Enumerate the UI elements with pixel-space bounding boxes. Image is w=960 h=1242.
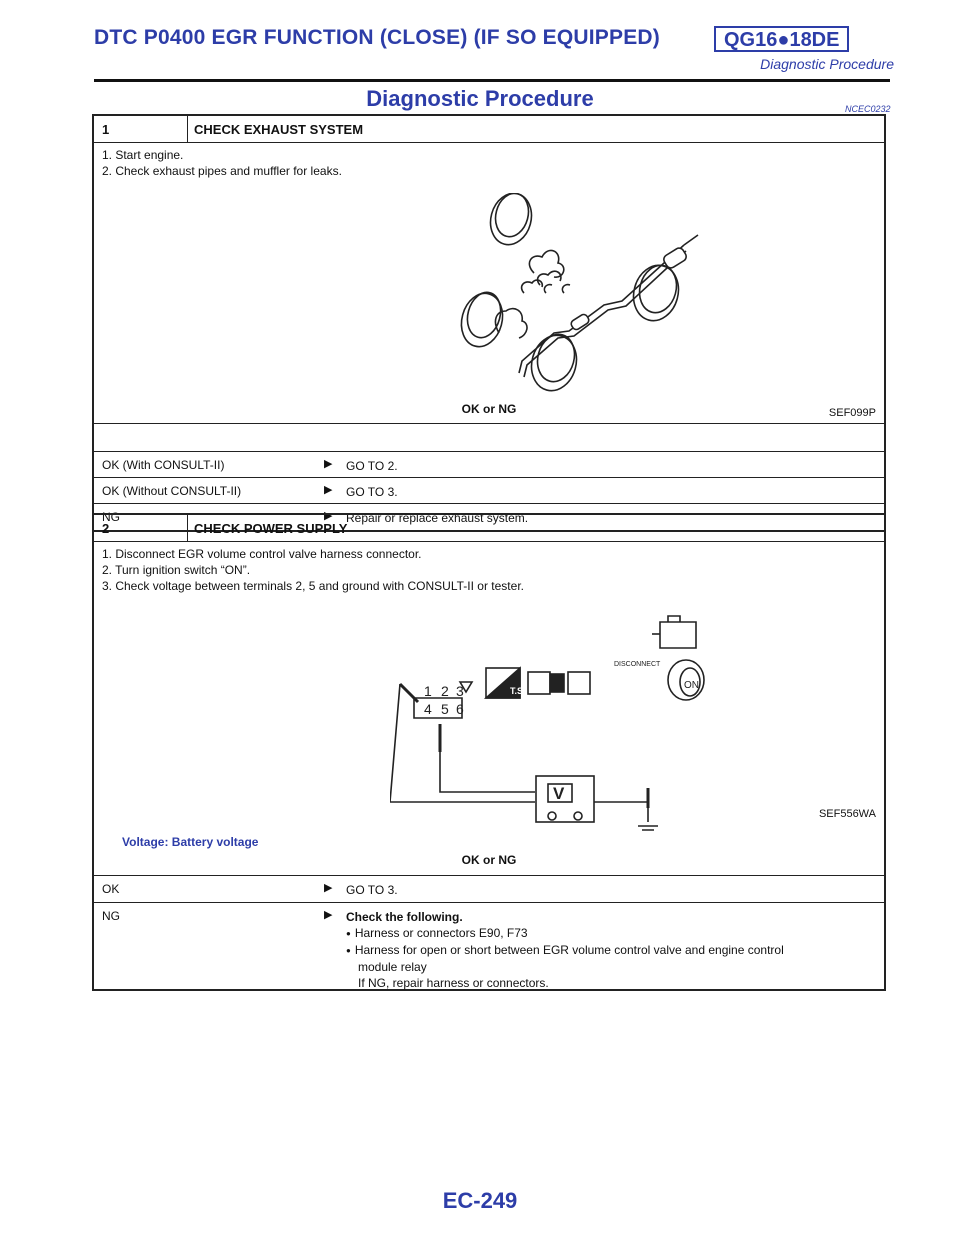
arrow-icon: ▶ [324, 484, 333, 496]
pin-label: 5 [441, 701, 449, 717]
step-number: 1 [94, 116, 188, 142]
step-2-header [94, 515, 884, 542]
on-label: ON [684, 680, 699, 691]
result-label: OK [102, 882, 120, 896]
section-title: Diagnostic Procedure [366, 86, 594, 111]
result-row [94, 478, 884, 504]
ground-icon [638, 826, 658, 832]
check-item: ● Harness or connectors E90, F73 [346, 925, 784, 942]
result-label: NG [102, 510, 120, 524]
result-action: GO TO 3. [346, 485, 398, 499]
figure-code: SEF556WA [818, 808, 876, 820]
pin-label: 6 [456, 701, 464, 717]
result-row [94, 876, 884, 903]
ok-or-ng: OK or NG [461, 853, 517, 867]
disconnect-label: DISCONNECT [614, 661, 661, 668]
pin-label: 2 [441, 683, 449, 699]
section-code: NCEC0232 [845, 104, 891, 114]
step-title: CHECK POWER SUPPLY [194, 521, 348, 536]
step-2-box [92, 513, 886, 991]
ok-ng-label-row [94, 845, 884, 876]
step-2-instructions [102, 546, 524, 594]
step-1-box [92, 114, 886, 532]
header-rule [94, 79, 890, 82]
step-1-instructions [102, 147, 342, 179]
pin-label: 4 [424, 701, 432, 717]
instruction-line: 2. Check exhaust pipes and muffler for leaks. [102, 164, 342, 178]
arrow-icon: ▶ [324, 510, 333, 522]
check-item: ● Harness for open or short between EGR volume control valve and engine control [346, 942, 784, 959]
result-action [346, 909, 784, 991]
result-action: Repair or replace exhaust system. [346, 511, 529, 525]
instruction-line: 2. Turn ignition switch “ON”. [102, 563, 251, 577]
step-2-body [94, 542, 884, 849]
step-1-header [94, 116, 884, 143]
instruction-line: 3. Check voltage between terminals 2, 5 and ground with CONSULT-II or tester. [102, 579, 524, 593]
ng-remedy: If NG, repair harness or connectors. [358, 976, 549, 990]
arrow-icon: ▶ [324, 882, 333, 894]
result-action: GO TO 2. [346, 459, 398, 473]
figure-code: SEF099P [828, 407, 876, 419]
exhaust-system-illustration [364, 193, 704, 393]
voltage-check-illustration [390, 612, 730, 832]
result-action: GO TO 3. [346, 883, 398, 897]
arrow-icon: ▶ [324, 909, 333, 921]
pin-label: 1 [424, 683, 432, 699]
engine-badge: QG16●18DE [714, 26, 849, 52]
voltmeter [536, 776, 594, 822]
result-row [94, 903, 884, 989]
result-label: OK (With CONSULT-II) [102, 458, 225, 472]
result-label: OK (Without CONSULT-II) [102, 484, 242, 498]
page-header [94, 26, 894, 78]
ts-label: T.S. [510, 686, 526, 696]
header-subtitle: Diagnostic Procedure [760, 56, 894, 72]
step-title: CHECK EXHAUST SYSTEM [194, 122, 364, 137]
disconnect-plug-icon [528, 672, 550, 694]
wheel-front-left [456, 289, 509, 352]
ok-or-ng: OK or NG [461, 402, 517, 416]
page-number: EC-249 [442, 1188, 518, 1213]
step-number: 2 [94, 515, 188, 541]
arrow-icon: ▶ [324, 458, 333, 470]
header-title: DTC P0400 EGR FUNCTION (CLOSE) (IF SO EQUIPPED) [94, 26, 660, 49]
result-label: NG [102, 909, 120, 923]
instruction-line: 1. Start engine. [102, 148, 184, 162]
ng-check-heading: Check the following. [346, 910, 463, 924]
wheel-rear-left [485, 193, 537, 249]
engine-icon [660, 622, 696, 648]
meter-label: V [553, 784, 565, 803]
step-1-body [94, 143, 884, 424]
check-item-continued: module relay [358, 960, 427, 974]
pin-label: 3 [456, 683, 464, 699]
voltage-note: Voltage: Battery voltage [122, 835, 259, 849]
instruction-line: 1. Disconnect EGR volume control valve harness connector. [102, 547, 422, 561]
result-row [94, 452, 884, 478]
probe [400, 684, 418, 702]
connector [414, 698, 462, 718]
